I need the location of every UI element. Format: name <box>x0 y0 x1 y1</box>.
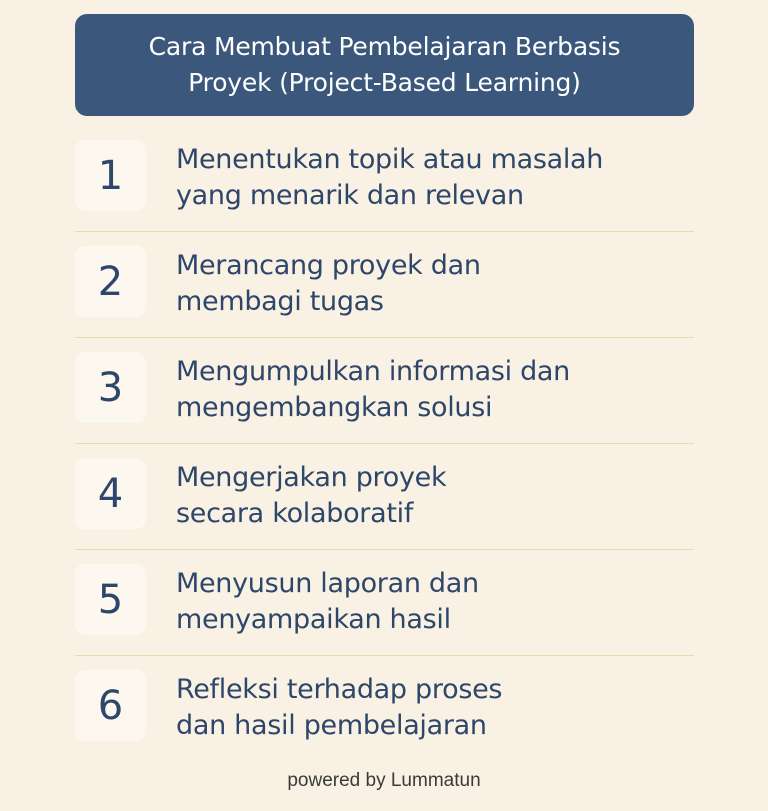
step-number: 2 <box>75 246 146 317</box>
list-item <box>75 126 694 232</box>
list-item <box>75 338 694 444</box>
step-text: Refleksi terhadap proses dan hasil pembelajaran <box>176 674 503 741</box>
step-text: Mengumpulkan informasi dan mengembangkan solusi <box>176 356 570 423</box>
step-text: Mengerjakan proyek secara kolaboratif <box>176 462 447 529</box>
steps-list <box>75 126 694 762</box>
step-text: Merancang proyek dan membagi tugas <box>176 250 481 317</box>
page-title: Cara Membuat Pembelajaran Berbasis Proyek (Project-Based Learning) <box>148 32 621 97</box>
step-text: Menentukan topik atau masalah yang menarik dan relevan <box>176 144 604 211</box>
list-item <box>75 550 694 656</box>
list-item <box>75 232 694 338</box>
footer-credit: powered by Lummatun <box>287 770 481 791</box>
step-number: 4 <box>75 458 146 529</box>
list-item <box>75 656 694 762</box>
step-number: 3 <box>75 352 146 423</box>
list-item <box>75 444 694 550</box>
step-number: 1 <box>75 140 146 211</box>
step-text: Menyusun laporan dan menyampaikan hasil <box>176 568 479 635</box>
step-number: 6 <box>75 670 146 741</box>
title-banner <box>75 14 694 116</box>
step-number: 5 <box>75 564 146 635</box>
